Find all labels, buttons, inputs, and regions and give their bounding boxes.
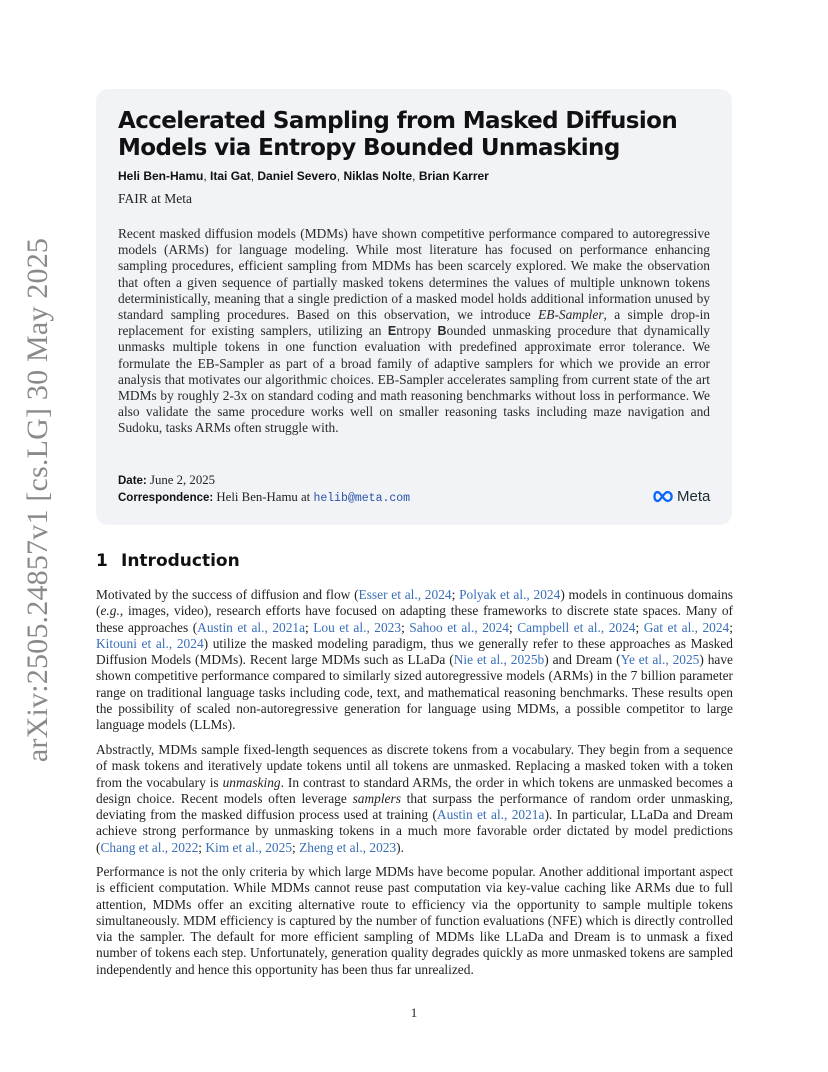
citation-link[interactable]: Chang et al., 2022 — [100, 839, 199, 855]
emphasized-text: unmasking — [222, 774, 281, 790]
meta-logo: Meta — [652, 488, 710, 505]
section-heading-introduction: 1 Introduction — [96, 551, 240, 571]
citation-link[interactable]: Nie et al., 2025b — [453, 652, 545, 668]
body-text-run: Performance is not the only criteria by which large MDMs have become popular. Another additional important aspect is efficient computation. While MDMs cannot reuse past computation via key-value caching like ARMs due to full attention, MDMs offer an exciting alternative route to efficiency via the opportunity to sample multiple tokens simultaneously. MDM efficiency is captured by the number of function evaluations (NFE) which is directly controlled via the sampler. The default for more efficient sampling of MDMs like LLaDa and Dream is to unmask a fixed number of tokens each step. Unfortunately, generation quality degrades quickly as more unmasked tokens are sampled independently and hence this opportunity has been thus far unrealized. — [96, 864, 733, 977]
body-text-run: ) utilize the masked modeling paradigm, thus we generally refer to these approaches as Masked Diffusion Models (MDMs). Recent large MDMs such as LLaDa ( — [96, 635, 733, 668]
paragraph — [96, 864, 733, 978]
author-name: Heli Ben-Hamu — [118, 169, 204, 183]
body-text-run: ; — [401, 619, 410, 635]
citation-link[interactable]: Lou et al., 2023 — [313, 619, 402, 635]
author-name: Brian Karrer — [418, 169, 489, 183]
body-text-run: ) models in continuous domains ( — [96, 587, 733, 619]
body-text-run: ; — [198, 839, 206, 855]
page-number: 1 — [410, 1005, 418, 1020]
date-row: Date: June 2, 2025 — [118, 473, 216, 487]
body-text-run: ; — [729, 619, 733, 635]
body-text-run: ; — [508, 619, 518, 635]
citation-link[interactable]: Gat et al., 2024 — [643, 619, 730, 635]
body-text-run: Abstractly, MDMs sample fixed-length sequences as discrete tokens from a vocabulary. They begin from a sequence of mask tokens and iteratively update tokens until all tokens are unmasked. Replacing a masked token with a token from the vocabulary is — [96, 742, 733, 790]
abstract: Recent masked diffusion models (MDMs) have shown competitive performance compared to autoregressive models (ARMs) for language modeling. While most literature has focused on performance enhancing sampling procedures, efficient sampling from MDMs has been scarcely explored. We make the observation that often a given sequence of partially masked tokens determines the values of multiple unknown tokens deterministically, meaning that a single prediction of a masked model holds additional information unused by standard sampling procedures. Based on this observation, we introduce EB-Sampler, a simple drop-in replacement for existing samplers, utilizing an Entropy Bounded unmasking procedure that dynamically unmasks multiple tokens in one function evaluation with predefined approximate error tolerance. We formulate the EB-Sampler as part of a broad family of adaptive samplers for which we provide an error analysis that motivates our algorithmic choices. EB-Sampler accelerates sampling from current state of the art MDMs by roughly 2-3x on standard coding and math reasoning benchmarks without loss in performance. We also validate the same procedure works well on smaller reasoning tasks including maze navigation and Sudoku, tasks ARMs often struggle with. — [118, 226, 710, 436]
email-link[interactable]: helib@meta.com — [313, 492, 411, 505]
intro-paragraph-1 — [96, 587, 733, 734]
citation-link[interactable]: Austin et al., 2021a — [436, 807, 545, 823]
body-text-run: ; — [305, 619, 314, 635]
emphasized-text: samplers — [352, 790, 401, 806]
paper-title: Accelerated Sampling from Masked Diffusion Models via Entropy Bounded Unmasking — [118, 108, 678, 161]
citation-link[interactable]: Sahoo et al., 2024 — [409, 619, 509, 635]
body-text-run: ) have shown competitive performance compared to similarly sized autoregressive models (ARMs) in the 7 billion parameter range on traditional language tasks including code, text, and mathematical reasoning benchmarks. These results open the possibility of scaled non-autoregressive generation for language using MDMs, a possible competitor to large language models (LLMs). — [96, 652, 734, 733]
body-text-run: Motivated by the success of diffusion and flow ( — [96, 587, 359, 602]
body-text-run: that surpass the performance of random order unmasking, deviating from the masked diffusion process used at training ( — [96, 790, 733, 823]
emphasized-text: e.g. — [100, 603, 120, 619]
body-text-run: . In contrast to standard ARMs, the order in which tokens are unmasked becomes a design choice. Recent models often leverage — [96, 774, 733, 806]
citation-link[interactable]: Esser et al., 2024 — [358, 587, 452, 602]
citation-link[interactable]: Ye et al., 2025 — [620, 652, 700, 668]
eb-sampler-term: EB-Sampler — [538, 307, 604, 323]
body-text-run: , images, video), research efforts have focused on adapting these frameworks to discrete state spaces. Many of these approaches ( — [96, 603, 733, 635]
arxiv-identifier: arXiv:2505.24857v1 [cs.LG] 30 May 2025 — [21, 237, 54, 763]
body-text-run: ). — [396, 839, 404, 855]
author-name: Niklas Nolte — [343, 169, 413, 183]
body-text-run: ; — [292, 839, 300, 855]
citation-link[interactable]: Austin et al., 2021a — [197, 619, 306, 635]
intro-paragraph-2 — [96, 742, 733, 856]
author-name: Daniel Severo — [257, 169, 337, 183]
paragraph — [96, 587, 733, 734]
body-text-run: ; — [635, 619, 644, 635]
body-text-run: ) and Dream ( — [544, 652, 621, 668]
citation-link[interactable]: Zheng et al., 2023 — [299, 839, 397, 855]
intro-paragraph-3 — [96, 864, 733, 978]
affiliation: FAIR at Meta — [118, 191, 192, 206]
author-list: Heli Ben-Hamu, Itai Gat, Daniel Severo, Niklas Nolte, Brian Karrer — [118, 169, 489, 183]
citation-link[interactable]: Kitouni et al., 2024 — [96, 635, 204, 651]
citation-link[interactable]: Campbell et al., 2024 — [517, 619, 636, 635]
citation-link[interactable]: Kim et al., 2025 — [205, 839, 293, 855]
correspondence-row: Correspondence: Heli Ben-Hamu at helib@meta.com — [118, 490, 411, 505]
author-name: Itai Gat — [210, 169, 251, 183]
body-text-run: ; — [451, 587, 460, 602]
paragraph — [96, 742, 733, 856]
meta-infinity-icon — [652, 490, 674, 503]
body-text-run: ). In particular, LLaDa and Dream achieve strong performance by unmasking tokens in a much more favorable order dictated by model predictions ( — [96, 807, 733, 855]
citation-link[interactable]: Polyak et al., 2024 — [459, 587, 561, 602]
